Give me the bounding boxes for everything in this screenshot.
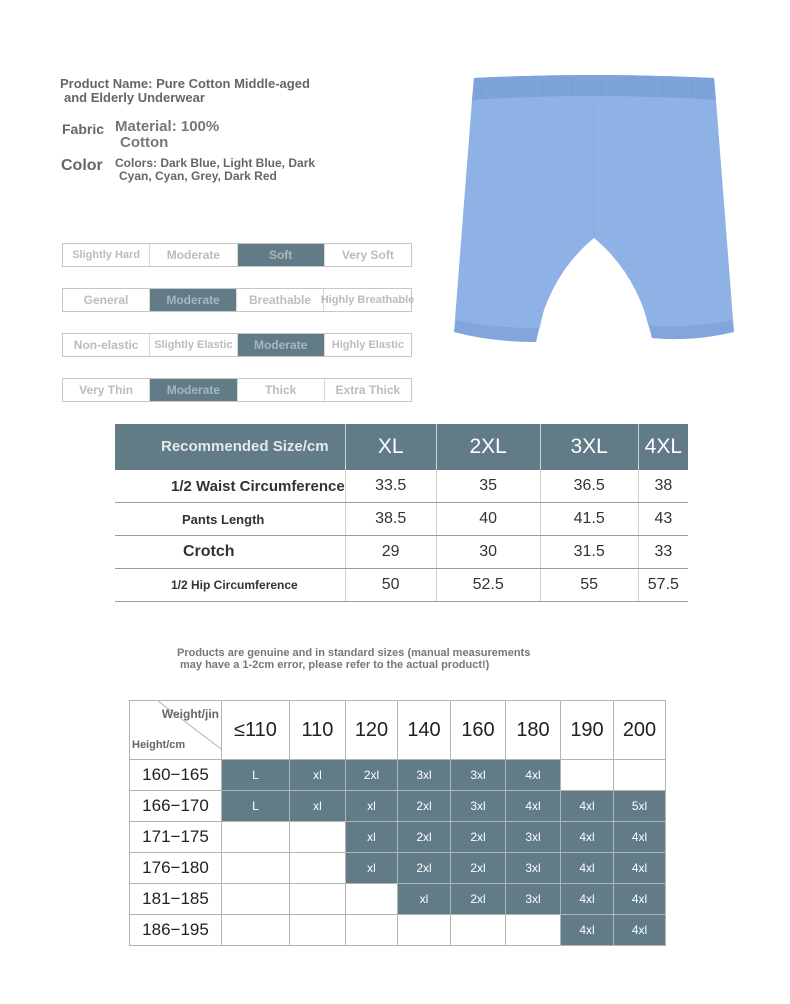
height-row <box>130 791 666 822</box>
weight-header: 180 <box>506 701 561 760</box>
scale-option <box>324 334 411 356</box>
size-cell: L <box>222 760 290 791</box>
measurement-value: 41.5 <box>540 503 638 536</box>
scale-option-label: Non-elastic <box>73 337 139 352</box>
attribute-scale <box>62 378 412 402</box>
measurement-value: 31.5 <box>540 536 638 569</box>
size-table-header <box>115 424 688 470</box>
weight-height-chart <box>129 700 666 946</box>
size-cell <box>290 884 346 915</box>
measurement-value: 38 <box>638 470 688 503</box>
scale-option-label: Moderate <box>253 337 308 352</box>
note-line2: may have a 1-2cm error, please refer to the actual product!) <box>180 659 490 671</box>
scale-option <box>149 289 236 311</box>
scale-option <box>320 289 415 311</box>
size-cell: 2xl <box>451 884 506 915</box>
height-row <box>130 915 666 946</box>
size-cell: 4xl <box>614 884 666 915</box>
size-cell: 4xl <box>614 853 666 884</box>
weight-header: 120 <box>346 701 398 760</box>
grid-corner <box>130 701 222 760</box>
scale-option <box>63 379 149 401</box>
measurement-value: 57.5 <box>638 569 688 602</box>
height-row <box>130 822 666 853</box>
size-table-title: Recommended Size/cm <box>115 424 345 470</box>
size-cell <box>222 822 290 853</box>
weight-header-row <box>130 701 666 760</box>
size-cell: 2xl <box>346 760 398 791</box>
measurement-value: 30 <box>436 536 540 569</box>
measurement-label: 1/2 Hip Circumference <box>115 569 345 602</box>
scale-option <box>237 334 324 356</box>
weight-header: 110 <box>290 701 346 760</box>
measurement-label: Pants Length <box>115 503 345 536</box>
measurement-value: 52.5 <box>436 569 540 602</box>
size-cell: 4xl <box>614 915 666 946</box>
size-cell: 4xl <box>561 853 614 884</box>
measurement-value: 33.5 <box>345 470 436 503</box>
weight-header: ≤110 <box>222 701 290 760</box>
size-cell <box>290 853 346 884</box>
size-cell <box>561 760 614 791</box>
height-label: 160−165 <box>130 760 222 791</box>
size-cell: 4xl <box>561 791 614 822</box>
height-label: 166−170 <box>130 791 222 822</box>
measurement-value: 40 <box>436 503 540 536</box>
size-cell: 4xl <box>614 822 666 853</box>
weight-header: 160 <box>451 701 506 760</box>
size-cell: 4xl <box>561 822 614 853</box>
measurement-label: 1/2 Waist Circumference <box>115 470 345 503</box>
measurement-value: 36.5 <box>540 470 638 503</box>
size-cell <box>614 760 666 791</box>
height-row <box>130 884 666 915</box>
measurement-note <box>177 647 530 671</box>
scale-option <box>63 334 149 356</box>
height-label: 171−175 <box>130 822 222 853</box>
weight-header: 200 <box>614 701 666 760</box>
scale-option <box>236 289 323 311</box>
fabric-value <box>115 119 219 151</box>
height-label: 186−195 <box>130 915 222 946</box>
note-line1: Products are genuine and in standard sizes (manual measurements <box>177 647 531 659</box>
size-cell: xl <box>398 884 451 915</box>
scale-option <box>63 289 149 311</box>
size-cell <box>222 915 290 946</box>
color-value-line1: Colors: Dark Blue, Light Blue, Dark <box>115 156 316 170</box>
scale-option-label: Moderate <box>166 382 221 397</box>
size-cell: 3xl <box>451 760 506 791</box>
scale-option-label: Highly Breathable <box>320 293 415 306</box>
attribute-scale <box>62 288 415 312</box>
size-header: 2XL <box>436 424 540 470</box>
size-cell <box>222 884 290 915</box>
measurement-value: 38.5 <box>345 503 436 536</box>
weight-header: 190 <box>561 701 614 760</box>
size-cell <box>222 853 290 884</box>
size-row <box>115 503 688 536</box>
size-cell: xl <box>346 853 398 884</box>
scale-option <box>149 334 236 356</box>
size-cell: xl <box>290 791 346 822</box>
height-row <box>130 853 666 884</box>
size-table <box>115 424 688 602</box>
scale-option-label: Soft <box>268 247 293 262</box>
size-cell: 3xl <box>506 884 561 915</box>
size-cell: 3xl <box>451 791 506 822</box>
size-cell <box>451 915 506 946</box>
measurement-value: 50 <box>345 569 436 602</box>
fabric-label: Fabric <box>62 121 105 137</box>
size-header: 3XL <box>540 424 638 470</box>
size-cell: xl <box>346 791 398 822</box>
size-cell: 4xl <box>561 915 614 946</box>
size-cell: 2xl <box>451 853 506 884</box>
size-header: XL <box>345 424 436 470</box>
size-cell: xl <box>346 822 398 853</box>
size-cell <box>290 915 346 946</box>
measurement-value: 29 <box>345 536 436 569</box>
size-cell <box>398 915 451 946</box>
size-cell: xl <box>290 760 346 791</box>
weight-header: 140 <box>398 701 451 760</box>
size-cell: 2xl <box>398 853 451 884</box>
size-cell <box>346 915 398 946</box>
height-label: 176−180 <box>130 853 222 884</box>
size-cell: 4xl <box>506 760 561 791</box>
scale-option <box>237 379 324 401</box>
scale-option-label: Slightly Elastic <box>154 338 233 351</box>
scale-option-label: General <box>83 292 129 307</box>
size-cell: 2xl <box>451 822 506 853</box>
scale-option <box>149 379 236 401</box>
size-cell: 4xl <box>561 884 614 915</box>
size-cell: 3xl <box>506 853 561 884</box>
scale-option <box>237 244 324 266</box>
attribute-scale <box>62 333 412 357</box>
scale-option-label: Slightly Hard <box>72 248 141 261</box>
scale-option <box>324 379 411 401</box>
height-label: Height/cm <box>132 739 186 751</box>
height-row <box>130 760 666 791</box>
shorts-image <box>452 70 736 355</box>
size-cell: 2xl <box>398 822 451 853</box>
scale-option <box>63 244 149 266</box>
color-value <box>115 157 315 183</box>
fabric-value-line1: Material: 100% <box>115 118 220 135</box>
color-label: Color <box>61 157 103 174</box>
measurement-value: 35 <box>436 470 540 503</box>
color-value-line2: Cyan, Cyan, Grey, Dark Red <box>119 169 277 183</box>
size-cell: 4xl <box>506 791 561 822</box>
scale-option-label: Very Thin <box>79 382 134 397</box>
scale-option-label: Thick <box>264 382 297 397</box>
scale-option <box>149 244 236 266</box>
size-cell: 2xl <box>398 791 451 822</box>
size-cell: 3xl <box>398 760 451 791</box>
scale-option-label: Moderate <box>166 247 221 262</box>
product-name-line2: and Elderly Underwear <box>64 90 205 105</box>
size-header: 4XL <box>638 424 688 470</box>
measurement-value: 33 <box>638 536 688 569</box>
height-label: 181−185 <box>130 884 222 915</box>
size-cell: 3xl <box>506 822 561 853</box>
measurement-value: 55 <box>540 569 638 602</box>
scale-option-label: Moderate <box>166 292 220 307</box>
size-cell: L <box>222 791 290 822</box>
product-name-line1: Product Name: Pure Cotton Middle-aged <box>60 76 310 91</box>
size-row <box>115 569 688 602</box>
measurement-value: 43 <box>638 503 688 536</box>
scale-option-label: Very Soft <box>341 247 394 262</box>
size-cell: 5xl <box>614 791 666 822</box>
product-name <box>60 77 310 105</box>
measurement-label: Crotch <box>115 536 345 569</box>
size-cell <box>506 915 561 946</box>
scale-option-label: Extra Thick <box>335 382 401 397</box>
size-row <box>115 536 688 569</box>
size-row <box>115 470 688 503</box>
weight-label: Weight/jin <box>161 707 219 721</box>
scale-option-label: Highly Elastic <box>331 338 404 351</box>
scale-option <box>324 244 411 266</box>
size-cell <box>290 822 346 853</box>
scale-option-label: Breathable <box>248 292 312 307</box>
attribute-scale <box>62 243 412 267</box>
size-cell <box>346 884 398 915</box>
fabric-value-line2: Cotton <box>120 134 169 151</box>
